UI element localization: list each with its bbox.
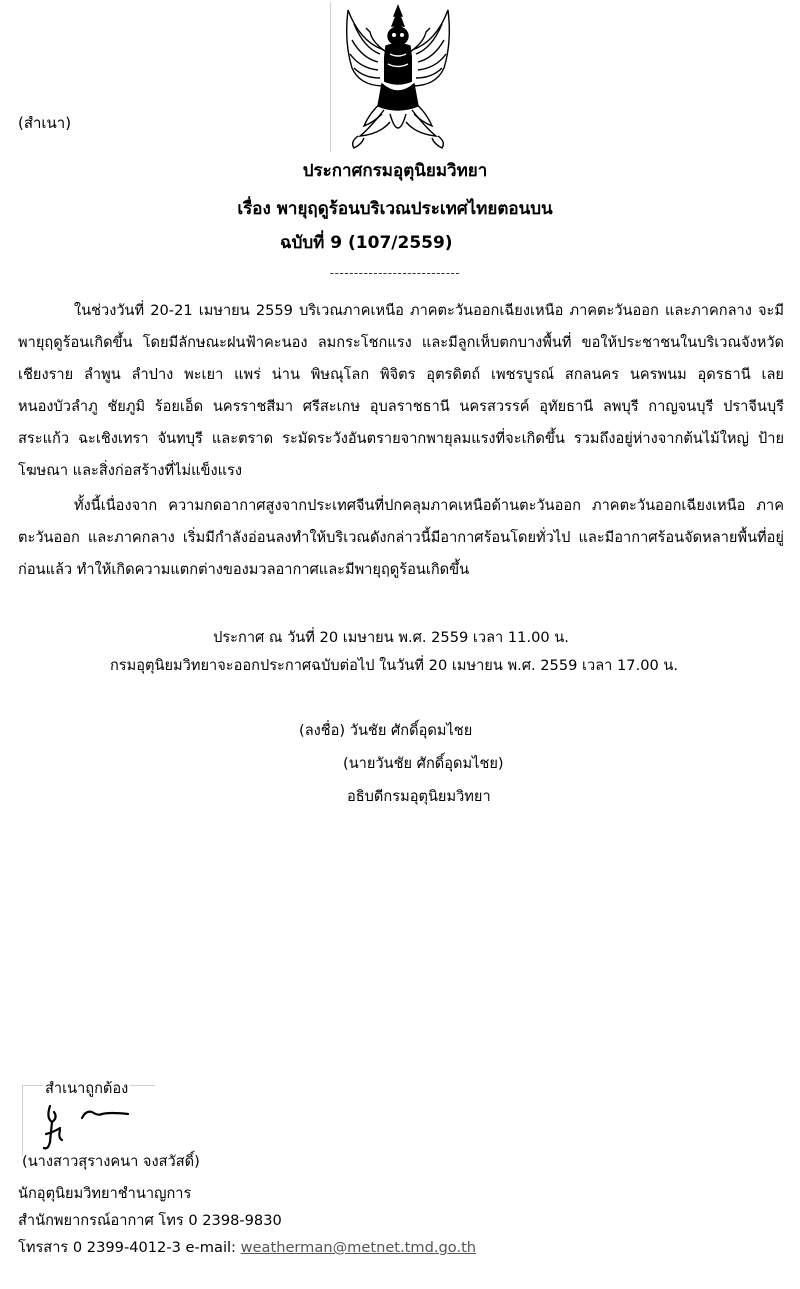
garuda-emblem-graphic [330,2,466,152]
handwritten-signature [36,1098,136,1154]
certifier-name: (นางสาวสุรางคนา จงสวัสดิ์) [22,1153,200,1170]
next-announcement-note: กรมอุตุนิยมวิทยาจะออกประกาศฉบับต่อไป ในวันที่ 20 เมษายน พ.ศ. 2559 เวลา 17.00 น. [109,657,679,674]
title-divider: --------------------------- [329,266,461,280]
signatory-position: อธิบดีกรมอุตุนิยมวิทยา [347,788,491,805]
body-paragraph-2: ทั้งนี้เนื่องจาก ความกดอากาศสูงจากประเทศจีนที่ปกคลุมภาคเหนือด้านตะวันออก ภาคตะวันออกเฉียงเหนือ ภาคตะวันออก และภาคกลาง เริ่มมีกำลังอ่อนลงทำให้บริเวณดังกล่าวนี้มีอากาศร้อนโดยทั่วไป และมีอากาศร้อนจัดหลายพื้นที่อยู่ก่อนแล้ว ทำให้เกิดความแตกต่างของมวลอากาศและมีพายุฤดูร้อนเกิดขึ้น [18,497,784,578]
announcement-subject: เรื่อง พายุฤดูร้อนบริเวณประเทศไทยตอนบน [237,199,553,219]
copy-label: (สำเนา) [18,114,72,132]
garuda-emblem-icon [330,2,466,152]
body-paragraph-1: ในช่วงวันที่ 20-21 เมษายน 2559 บริเวณภาคเหนือ ภาคตะวันออกเฉียงเหนือ ภาคตะวันออก และภาคกลาง จะมีพายุฤดูร้อนเกิดขึ้น โดยมีลักษณะฝนฟ้าคะนอง ลมกระโชกแรง และมีลูกเห็บตกบางพื้นที่ ขอให้ประชาชนในบริเวณจังหวัดเชียงราย ลำพูน ลำปาง พะเยา แพร่ น่าน พิษณุโลก พิจิตร อุตรดิตถ์ เพชรบูรณ์ สกลนคร นครพนม อุดรธานี เลย หนองบัวลำภู ชัยภูมิ ร้อยเอ็ด นครราชสีมา ศรีสะเกษ อุบลราชธานี นครสวรรค์ อุทัยธานี ลพบุรี กาญจนบุรี ปราจีนบุรี สระแก้ว ฉะเชิงเทรา จันทบุรี และตราด ระมัดระวังอันตรายจากพายุลมแรงที่จะเกิดขึ้น รวมถึงอยู่ห่างจากต้นไม้ใหญ่ ป้ายโฆษณา และสิ่งก่อสร้างที่ไม่แข็งแรง [18,302,784,479]
office-phone: สำนักพยากรณ์อากาศ โทร 0 2398-9830 [18,1212,282,1229]
announcement-title: ประกาศกรมอุตุนิยมวิทยา [302,161,488,181]
certifier-position: นักอุตุนิยมวิทยาชำนาญการ [18,1185,192,1202]
fax-number: โทรสาร 0 2399-4012-3 e-mail: [18,1239,241,1256]
certification-label: สำเนาถูกต้อง [43,1077,130,1100]
announcement-issue: ฉบับที่ 9 (107/2559) [280,233,453,253]
email-link[interactable]: weatherman@metnet.tmd.go.th [240,1239,477,1256]
emblem-border [330,2,331,152]
signed-line: (ลงชื่อ) วันชัย ศักดิ์อุดมไชย [299,722,473,739]
fax-and-email [18,1236,476,1259]
signatory-name: (นายวันชัย ศักดิ์อุดมไชย) [343,755,504,772]
announcement-date: ประกาศ ณ วันที่ 20 เมษายน พ.ศ. 2559 เวลา 11.00 น. [213,629,569,646]
